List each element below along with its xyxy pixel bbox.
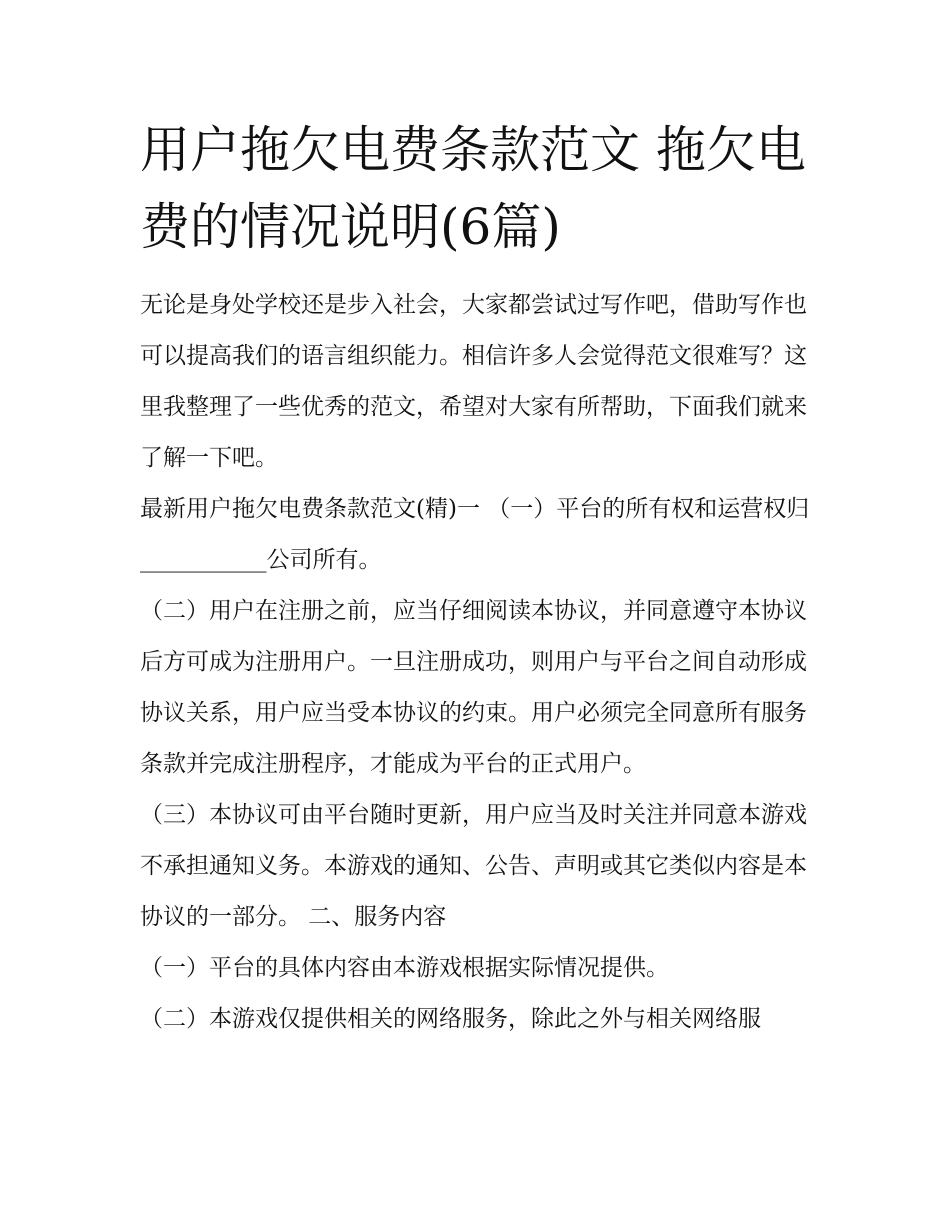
paragraph-registration: （二）用户在注册之前，应当仔细阅读本协议，并同意遵守本协议后方可成为注册用户。一旦注册成功，则用户与平台之间自动形成协议关系，用户应当受本协议的约束。用户必须完全同意所有服务条款并完成注册程序，才能成为平台的正式用户。 (140, 598, 807, 777)
document-page (140, 112, 820, 1045)
paragraph-service-content: （一）平台的具体内容由本游戏根据实际情况提供。 (140, 955, 669, 981)
paragraph-intro: 无论是身处学校还是步入社会，大家都尝试过写作吧，借助写作也可以提高我们的语言组织能力。相信许多人会觉得范文很难写？这里我整理了一些优秀的范文，希望对大家有所帮助，下面我们就来了解一下吧。 (140, 292, 807, 471)
document-title: 用户拖欠电费条款范文 拖欠电费的情况说明(6篇) (140, 121, 806, 256)
paragraph-ownership: 最新用户拖欠电费条款范文(精)一 （一）平台的所有权和运营权归___________公司所有。 (140, 496, 810, 573)
paragraph-updates: （三）本协议可由平台随时更新，用户应当及时关注并同意本游戏不承担通知义务。本游戏的通知、公告、声明或其它类似内容是本协议的一部分。 二、服务内容 (140, 802, 807, 930)
paragraph-network-service: （二）本游戏仅提供相关的网络服务，除此之外与相关网络服 (140, 1006, 761, 1032)
